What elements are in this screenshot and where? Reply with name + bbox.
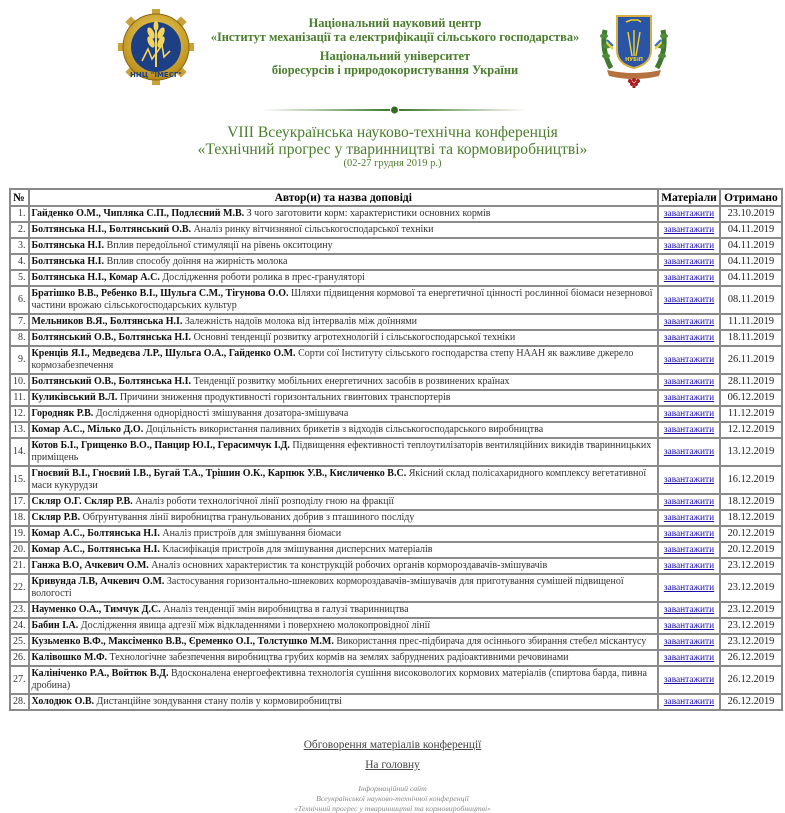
report-cell [29, 650, 659, 666]
download-link[interactable]: завантажити [663, 653, 715, 663]
download-link[interactable]: завантажити [663, 621, 715, 631]
table-row [10, 510, 782, 526]
received-date: 18.12.2019 [720, 510, 782, 526]
table-row [10, 238, 782, 254]
nubip-coat-of-arms [597, 10, 671, 88]
materials-cell [658, 286, 720, 314]
row-number: 4. [10, 254, 29, 270]
report-title: Підвищення ефективності теплоутилізаторів вентиляційних викидів тваринницьких приміщень [31, 440, 652, 463]
footer-info [0, 784, 785, 813]
report-title: Аналіз основних характеристик та конструкцій робочих органів кормороздавачів-змішувачів [151, 560, 548, 571]
download-link[interactable]: завантажити [663, 675, 715, 685]
report-cell [29, 542, 659, 558]
report-title: З чого заготовити корм: характеристики основних кормів [246, 208, 491, 219]
received-date: 26.12.2019 [720, 666, 782, 694]
table-row [10, 694, 782, 710]
report-title: Класифікація пристроїв для змішування дисперсних матеріалів [162, 544, 433, 555]
header-author-title: Автор(и) та назва доповіді [29, 189, 659, 206]
row-number: 3. [10, 238, 29, 254]
materials-cell [658, 634, 720, 650]
received-date: 18.12.2019 [720, 494, 782, 510]
materials-cell [658, 618, 720, 634]
report-title: Вдосконалена енергоефективна технологія сушіння високовологих кормових матеріалів (спиртова барда, пивна дробина) [31, 668, 647, 691]
footer-info-line2: Всеукраїнської науково-технічної конференції [316, 793, 469, 803]
report-title: Сорти сої Інституту сільського господарства степу НААН як важливе джерело кормозабезпечення [31, 348, 634, 371]
materials-cell [658, 390, 720, 406]
report-authors: Калініченко Р.А., Войтюк В.Д. [31, 668, 169, 679]
report-authors: Братішко В.В., Ребенко В.І., Шульга С.М., Тігунова О.О. [31, 288, 289, 299]
report-cell [29, 222, 659, 238]
footer-info-line1: Інформаційний сайт [358, 784, 427, 793]
table-row [10, 666, 782, 694]
report-title: Обґрунтування лінії виробництва гранульованих добрив з пташиного посліду [82, 512, 415, 523]
materials-cell [658, 330, 720, 346]
report-cell [29, 602, 659, 618]
report-cell [29, 438, 659, 466]
received-date: 16.12.2019 [720, 466, 782, 494]
received-date: 11.12.2019 [720, 406, 782, 422]
row-number: 7. [10, 314, 29, 330]
row-number: 23. [10, 602, 29, 618]
row-number: 5. [10, 270, 29, 286]
table-row [10, 254, 782, 270]
received-date: 11.11.2019 [720, 314, 782, 330]
materials-cell [658, 438, 720, 466]
table-row [10, 406, 782, 422]
materials-cell [658, 666, 720, 694]
row-number: 9. [10, 346, 29, 374]
report-authors: Бабин І.А. [31, 620, 79, 631]
report-authors: Скляр О.Г. Скляр Р.В. [31, 496, 133, 507]
materials-cell [658, 238, 720, 254]
report-authors: Болтянський О.В., Болтянська Н.І. [31, 376, 192, 387]
org1-line2: «Інститут механізації та електрифікації сільського господарства» [210, 29, 580, 44]
download-link[interactable]: завантажити [663, 425, 715, 435]
report-cell [29, 510, 659, 526]
org2-line1: Національний університет [319, 49, 471, 64]
report-cell [29, 286, 659, 314]
decorative-divider [262, 105, 527, 115]
table-row [10, 390, 782, 406]
table-row [10, 602, 782, 618]
report-title: Залежність надоїв молока від інтервалів між доїннями [184, 316, 417, 327]
download-link[interactable]: завантажити [663, 529, 715, 539]
received-date: 04.11.2019 [720, 238, 782, 254]
materials-cell [658, 346, 720, 374]
received-date: 04.11.2019 [720, 222, 782, 238]
report-title: Дослідження явища адгезії між відкладеннями і поверхнею молокопровідної лінії [80, 620, 431, 631]
download-link[interactable]: завантажити [663, 333, 715, 343]
received-date: 13.12.2019 [720, 438, 782, 466]
row-number: 28. [10, 694, 29, 710]
report-authors: Болтянська Н.І., Комар А.С. [31, 272, 160, 283]
report-title: Шляхи підвищення кормової та енергетичної цінності рослинної біомаси незернової частини врожаю сільськогосподарських культур [31, 288, 653, 311]
download-link[interactable]: завантажити [663, 697, 715, 707]
report-title: Аналіз роботи технологічної лінії розподілу гною на фракції [135, 496, 395, 507]
report-title: Доцільність використання паливних брикетів з відходів сільськогосподарського виробництва [145, 424, 544, 435]
report-authors: Скляр Р.В. [31, 512, 81, 523]
table-row [10, 346, 782, 374]
report-authors: Комар А.С., Болтянська Н.І. [31, 528, 160, 539]
materials-cell [658, 422, 720, 438]
header-received: Отримано [720, 189, 782, 206]
received-date: 23.12.2019 [720, 558, 782, 574]
row-number: 21. [10, 558, 29, 574]
row-number: 15. [10, 466, 29, 494]
conference-dates: (02-27 грудня 2019 р.) [343, 158, 442, 169]
report-title: Аналіз ринку вітчизняної сільськогосподарської техніки [193, 224, 434, 235]
download-link[interactable]: завантажити [663, 409, 715, 419]
materials-cell [658, 406, 720, 422]
materials-cell [658, 602, 720, 618]
materials-cell [658, 374, 720, 390]
report-authors: Комар А.С., Болтянська Н.І. [31, 544, 160, 555]
report-authors: Комар А.С., Мілько Д.О. [31, 424, 144, 435]
organizations-block [196, 17, 594, 77]
report-authors: Кривунда Л.В, Ачкевич О.М. [31, 576, 165, 587]
report-authors: Ганжа В.О, Ачкевич О.М. [31, 560, 149, 571]
received-date: 26.12.2019 [720, 694, 782, 710]
materials-cell [658, 510, 720, 526]
table-body [10, 206, 782, 710]
download-link[interactable]: завантажити [663, 605, 715, 615]
conference-title-line2: «Технічний прогрес у тваринництві та кормовиробництві» [197, 141, 588, 158]
report-title: Основні тенденції розвитку агротехнологій і сільськогосподарської техніки [193, 332, 516, 343]
table-row [10, 574, 782, 602]
download-link[interactable]: завантажити [663, 355, 715, 365]
table-row [10, 494, 782, 510]
report-title: Використання прес-підбирача для осіннього збирання стебел міскантусу [336, 636, 647, 647]
table-row [10, 438, 782, 466]
table-row [10, 650, 782, 666]
received-date: 04.11.2019 [720, 270, 782, 286]
header-number: № [10, 189, 29, 206]
materials-cell [658, 558, 720, 574]
materials-cell [658, 270, 720, 286]
row-number: 12. [10, 406, 29, 422]
report-cell [29, 466, 659, 494]
report-title: Застосування горизонтально-шнекових кормороздавачів-змішувачів для приготування сумішей підвищеної вологості [31, 576, 624, 599]
report-authors: Котов Б.І., Грищенко В.О., Панцир Ю.І., Герасимчук І.Д. [31, 440, 290, 451]
report-cell [29, 206, 659, 222]
row-number: 26. [10, 650, 29, 666]
report-cell [29, 406, 659, 422]
conference-heading [0, 124, 785, 170]
report-authors: Холодюк О.В. [31, 696, 95, 707]
download-link[interactable]: завантажити [663, 241, 715, 251]
received-date: 08.11.2019 [720, 286, 782, 314]
received-date: 12.12.2019 [720, 422, 782, 438]
row-number: 24. [10, 618, 29, 634]
imesg-logo [118, 9, 194, 85]
row-number: 25. [10, 634, 29, 650]
received-date: 20.12.2019 [720, 526, 782, 542]
table-row [10, 314, 782, 330]
download-link[interactable]: завантажити [663, 545, 715, 555]
report-cell [29, 254, 659, 270]
materials-cell [658, 542, 720, 558]
download-link[interactable]: завантажити [663, 513, 715, 523]
table-header-row [10, 189, 782, 206]
report-authors: Калівошко М.Ф. [31, 652, 108, 663]
received-date: 26.11.2019 [720, 346, 782, 374]
download-link[interactable]: завантажити [663, 393, 715, 403]
row-number: 6. [10, 286, 29, 314]
footer-links [0, 739, 785, 771]
conference-title-line1: VIII Всеукраїнська науково-технічна конференція [227, 124, 558, 141]
table-row [10, 330, 782, 346]
received-date: 23.12.2019 [720, 618, 782, 634]
download-link[interactable]: завантажити [663, 225, 715, 235]
logo-left-text: ННЦ "ІМЕСГ" [130, 71, 182, 79]
report-authors: Городняк Р.В. [31, 408, 94, 419]
logo-right-text: НУБіП [625, 57, 643, 63]
report-title: Вплив способу доїння на жирність молока [106, 256, 288, 267]
row-number: 10. [10, 374, 29, 390]
report-cell [29, 666, 659, 694]
row-number: 19. [10, 526, 29, 542]
row-number: 22. [10, 574, 29, 602]
report-cell [29, 574, 659, 602]
report-title: Причини зниження продуктивності горизонтальних гвинтових транспортерів [119, 392, 451, 403]
received-date: 20.12.2019 [720, 542, 782, 558]
report-title: Дослідження однорідності змішування дозатора-змішувача [95, 408, 349, 419]
report-title: Якісний склад полісахаридного комплексу вегетативної маси кукурудзи [31, 468, 647, 491]
received-date: 23.12.2019 [720, 602, 782, 618]
download-link[interactable]: завантажити [663, 317, 715, 327]
received-date: 23.10.2019 [720, 206, 782, 222]
report-authors: Болтянська Н.І. [31, 256, 105, 267]
report-authors: Науменко О.А., Тимчук Д.С. [31, 604, 161, 615]
table-row [10, 374, 782, 390]
report-authors: Кузьменко В.Ф., Максіменко В.В., Єременко О.І., Толстушко М.М. [31, 636, 334, 647]
report-title: Аналіз тенденції змін виробництва в галузі тваринництва [163, 604, 409, 615]
report-cell [29, 694, 659, 710]
download-link[interactable]: завантажити [663, 273, 715, 283]
materials-cell [658, 694, 720, 710]
download-link[interactable]: завантажити [663, 497, 715, 507]
report-authors: Болтянська Н.І. [31, 240, 105, 251]
row-number: 27. [10, 666, 29, 694]
table-row [10, 618, 782, 634]
download-link[interactable]: завантажити [663, 377, 715, 387]
report-title: Технологічне забезпечення виробництва грубих кормів на землях забруднених радіоактивними речовинами [109, 652, 569, 663]
report-authors: Мельников В.Я., Болтянська Н.І. [31, 316, 183, 327]
report-cell [29, 314, 659, 330]
report-cell [29, 634, 659, 650]
row-number: 1. [10, 206, 29, 222]
materials-cell [658, 314, 720, 330]
received-date: 26.12.2019 [720, 650, 782, 666]
materials-cell [658, 526, 720, 542]
report-authors: Куликівський В.Л. [31, 392, 118, 403]
header-materials: Матеріали [658, 189, 720, 206]
report-authors: Гноєвий В.І., Гноєвий І.В., Бугай Т.А., Трішин О.К., Карпюк У.В., Кисличенко В.С. [31, 468, 407, 479]
table-row [10, 466, 782, 494]
materials-cell [658, 650, 720, 666]
org2-line2: біоресурсів і природокористування України [271, 62, 519, 77]
received-date: 28.11.2019 [720, 374, 782, 390]
row-number: 2. [10, 222, 29, 238]
reports-table [9, 188, 783, 711]
materials-cell [658, 222, 720, 238]
download-link[interactable]: завантажити [663, 295, 715, 305]
materials-cell [658, 574, 720, 602]
download-link[interactable]: завантажити [663, 561, 715, 571]
row-number: 18. [10, 510, 29, 526]
table-row [10, 542, 782, 558]
materials-cell [658, 494, 720, 510]
table-row [10, 558, 782, 574]
materials-cell [658, 206, 720, 222]
report-authors: Гайденко О.М., Чипляка С.П., Подлєсний М.В. [31, 208, 245, 219]
received-date: 23.12.2019 [720, 574, 782, 602]
report-cell [29, 494, 659, 510]
table-row [10, 206, 782, 222]
report-title: Дистанційне зондування стану полів у кормовиробництві [96, 696, 342, 707]
discussion-link[interactable]: Обговорення матеріалів конференції [303, 739, 482, 751]
footer-info-line3: «Технічний прогрес у тваринництві та кормовиробництві» [293, 803, 492, 813]
download-link[interactable]: завантажити [663, 447, 715, 457]
report-cell [29, 238, 659, 254]
report-cell [29, 374, 659, 390]
row-number: 11. [10, 390, 29, 406]
received-date: 06.12.2019 [720, 390, 782, 406]
download-link[interactable]: завантажити [663, 583, 715, 593]
home-link[interactable]: На головну [365, 759, 420, 771]
row-number: 20. [10, 542, 29, 558]
table-row [10, 270, 782, 286]
table-row [10, 422, 782, 438]
report-cell [29, 558, 659, 574]
row-number: 13. [10, 422, 29, 438]
received-date: 04.11.2019 [720, 254, 782, 270]
download-link[interactable]: завантажити [663, 209, 715, 219]
row-number: 17. [10, 494, 29, 510]
download-link[interactable]: завантажити [663, 637, 715, 647]
report-cell [29, 618, 659, 634]
report-cell [29, 526, 659, 542]
table-row [10, 526, 782, 542]
report-title: Аналіз пристроїв для змішування біомаси [162, 528, 342, 539]
report-cell [29, 390, 659, 406]
org1-line1: Національний науковий центр [308, 16, 482, 30]
report-cell [29, 422, 659, 438]
received-date: 23.12.2019 [720, 634, 782, 650]
report-authors: Болтянська Н.І., Болтянський О.В. [31, 224, 192, 235]
report-title: Дослідження роботи ролика в прес-грануляторі [162, 272, 365, 283]
download-link[interactable]: завантажити [663, 257, 715, 267]
report-authors: Кренців Я.І., Медведєва Л.Р., Шульга О.А., Гайденко О.М. [31, 348, 296, 359]
table-row [10, 286, 782, 314]
report-cell [29, 270, 659, 286]
report-title: Вплив передоїльної стимуляції на рівень окситоцину [106, 240, 333, 251]
table-row [10, 222, 782, 238]
materials-cell [658, 254, 720, 270]
received-date: 18.11.2019 [720, 330, 782, 346]
page-header [0, 0, 785, 95]
report-authors: Болтянський О.В., Болтянська Н.І. [31, 332, 192, 343]
report-title: Тенденції розвитку мобільних енергетичних засобів в розвинених країнах [193, 376, 510, 387]
row-number: 8. [10, 330, 29, 346]
row-number: 14. [10, 438, 29, 466]
report-cell [29, 346, 659, 374]
download-link[interactable]: завантажити [663, 475, 715, 485]
report-cell [29, 330, 659, 346]
table-row [10, 634, 782, 650]
materials-cell [658, 466, 720, 494]
